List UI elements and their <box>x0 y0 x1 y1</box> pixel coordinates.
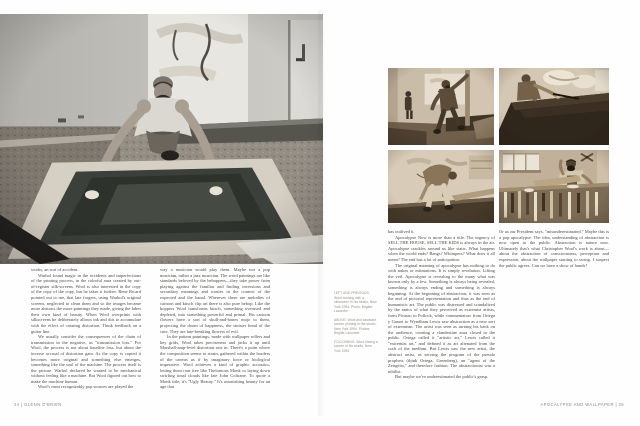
studio-photo-grid-2 <box>499 68 609 145</box>
photo-caption: FOLLOWING: Wool rinsing a screen in his studio, New York 1994 <box>334 339 378 353</box>
studio-photo-large <box>0 14 323 264</box>
folio-left: 24 | GLENN O'BRIEN <box>14 402 62 407</box>
studio-photo-2-illustration <box>499 68 609 145</box>
caption-column <box>334 291 378 393</box>
studio-photo-large-illustration <box>0 14 323 264</box>
studio-photo-grid-1 <box>388 68 494 145</box>
body-paragraph: We usually consider the consequences of the chain of transmission in the negative, as "transmission loss." For Wool, the process is not about baseline loss, but about the inverse accrual of distortion gain. As the copy is copied it becomes more original and something else emerges, something like the soul of the machine. The process itself is the picture. Warhol declared he wanted to be mechanical without feeling like a machine. But Wool figured out how to make the machine human. <box>31 334 141 384</box>
body-paragraph: In the pattern paintings, made with wallpaper rollers and key grids, Wool takes preciseness and jacks it up until Marshall-amp-level distortion sets in. There's a point where the composition seems to strain, gathered within the borders of the canvas as if by imaginary force or biological imperative. Wool achieves a kind of graphic acoustics, letting them roar free like Thelonious Monk or laying down swirling tonal clouds like late John Coltrane. To quote a Monk title, it's "Ugly Beauty." It's astonishing beauty for an age that <box>160 334 270 390</box>
photo-caption: ABOVE: Wool and assistant screen printing in the studio, New York 1994. Photos: Brigitte Lacombe <box>334 317 377 335</box>
folio-right: APOCALYPSE AND WALLPAPER | 25 <box>540 402 624 407</box>
photo-caption: LEFT AND PREVIOUS: Wool working with a silkscreen in his studio, New York 1994. Photo: Brigitte Lacombe <box>334 291 377 313</box>
body-paragraph: Or as our President says, "misunderestimated." Maybe this is a pop apocalypse. The idea, understanding of abstraction is now open to the public. Abstraction is nature now. Ultimately that's what Christopher Wool's work is about—about the abstraction of consciousness, perception and expression, about the wallpaper starting to swing. I suspect the public agrees. Can we have a show of hands? <box>499 229 609 268</box>
body-paragraph: works, an sort of accident. <box>31 267 79 272</box>
body-paragraph: has outlived it. <box>388 229 415 234</box>
body-paragraph: The original meaning of apocalypse has nothing to do with nukes or estimations. It is simply revelation. Lifting the veil. Apocalypse is revealing to the many what was known only by a few. Something is always being revealed, something is always ending and something is always beginning. At the beginning of abstraction, it was seen as the end of pictorial representation and thus as the end of humanistic art. The public was distressed and scandalized by the antics of what they perceived as extremist artists, from Picasso to Pollock, while commentators from Ortega y Gasset to Wyndham Lewis saw abstraction as a new sort of extremism. The artist was seen as turning his back on the audience, creating a clandestine aura closed to the public. Ortega called it "artistic art," Lewis called it "extremist art," and defined it as art alienated from the craft of the medium. But Lewis saw the new artist, the abstract artist, as serving the program of the pseudo prophets (think Ortega, Greenberg), an "agent of the Zeitgeist," and therefore fashion. The abstractionist was a nihilist. <box>388 262 495 374</box>
studio-photo-1-illustration <box>388 68 494 145</box>
right-page-column-2 <box>499 229 609 391</box>
studio-photo-grid-4 <box>499 150 609 223</box>
body-paragraph: way a musician would play them. Maybe not a pop musician, rather a jazz musician. The word paintings are like standards beloved by the beboppers—they take power from playing against the familiar and finding inversions and secondary meanings and ironies in the context of the expected and the banal. Wherever there are melodies of cartoon and kitsch clip art there is also pure bebop. Like the boppers Wool transforms kitsch, something overused and depleted, into something powerful and primal. His cartoon flowers have a sort of skull-and-bones mojo to them, projecting the doom of happiness, the sinister bond of the cute. They are late-breaking flowers of evil. <box>160 267 270 334</box>
body-paragraph: Apocalypse Now is more than a title. The urgency of SELL THE HOUSE, SELL THE KIDS is always in the air. Apocalypse crackles around us like static. What happens when the world ends? Bangs? Whimpers? What does it all mean? The end has a lot of anticipation. <box>388 234 495 262</box>
body-paragraph: But maybe we've underestimated the public's grasp. <box>395 374 489 380</box>
body-paragraph: Warhol found magic in the accidents and imperfections of the printing process, in the colorful aura created by out-of-register silk-screens. Wool is also interested in the copy of the copy of the copy, but he takes it further. Rene Ricard pointed out to me, that late forgers, using Warhol's original screens, neglected to clean them and so the images became more abstract the more paintings they made, giving the fakes their own kind of beauty. When Wool overprints with silkscreens he deliberately allows ink and dirt to accumulate with the effect of creating distortion. Think feedback on a guitar line. <box>31 272 141 334</box>
right-page-column-1 <box>388 229 495 391</box>
studio-photo-4-illustration <box>499 150 609 223</box>
left-page-column-2 <box>160 267 270 393</box>
body-paragraph: Wool's most recognizably pop sources are played the <box>38 384 134 390</box>
studio-photo-3-illustration <box>388 150 494 223</box>
studio-photo-grid-3 <box>388 150 494 223</box>
left-page-column-1 <box>31 267 141 393</box>
page-gutter <box>318 10 332 416</box>
